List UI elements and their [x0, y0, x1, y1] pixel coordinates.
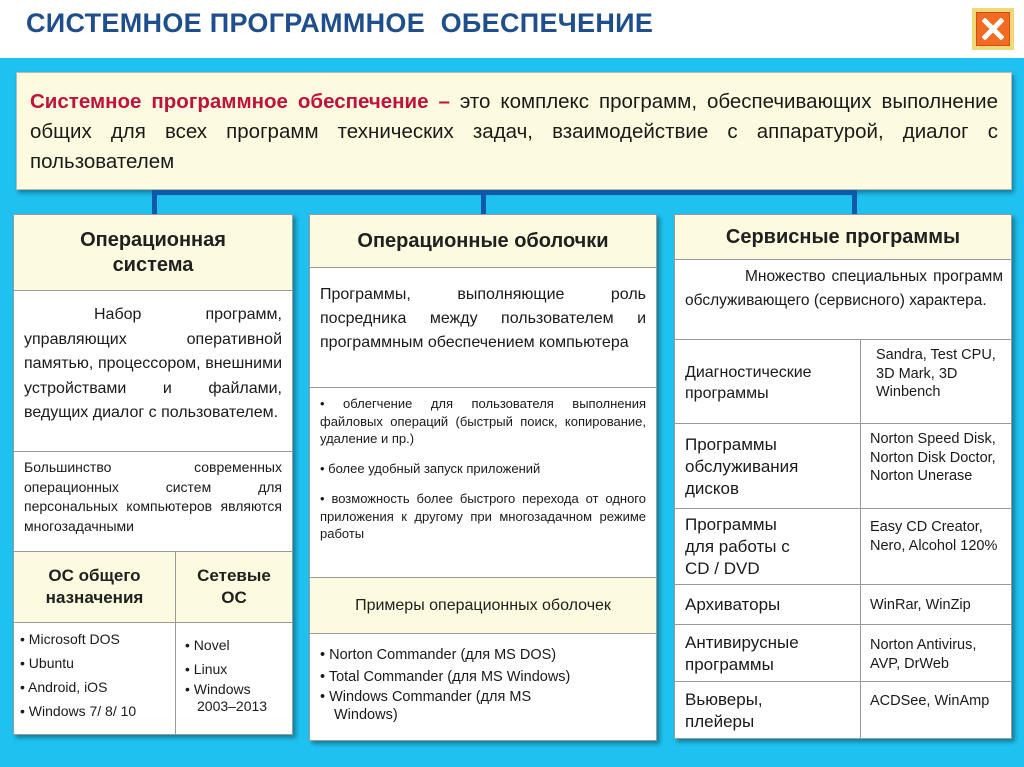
- network-os-list: [185, 633, 289, 715]
- service-row-viewers: Вьюверы, плейеры: [685, 690, 763, 731]
- close-icon: [976, 12, 1010, 46]
- connector-bar: [152, 190, 857, 195]
- shells-title: Операционные оболочки: [310, 215, 656, 267]
- list-item: • Ubuntu: [20, 655, 74, 671]
- service-row-disks: Программы обслуживания дисков: [685, 435, 799, 498]
- service-examples-cd-dvd: Easy CD Creator, Nero, Alcohol 120%: [870, 519, 998, 554]
- service-row-archivers: Архиваторы: [685, 595, 781, 614]
- os-description: Набор программ, управляющих оперативной памятью, процессором, внешними устройствами и файлами, ведущих диалог с пользователем.: [24, 306, 282, 421]
- services-description: Множество специальных программ обслуживающего (сервисного) характера.: [685, 268, 1003, 309]
- list-item: • Norton Commander (для MS DOS): [320, 647, 557, 663]
- definition-term: Системное программное обеспечение –: [30, 90, 450, 113]
- connector-os: [152, 190, 157, 214]
- list-item: • Novel: [185, 637, 230, 653]
- shells-examples-title: Примеры операционных оболочек: [310, 578, 656, 633]
- list-item: • Windows 7/ 8/ 10: [20, 703, 137, 719]
- os-title: Операционная система: [14, 215, 292, 290]
- shells-description: Программы, выполняющие роль посредника между пользователем и программным обеспечением компьютера: [320, 286, 646, 351]
- general-os-title: ОС общего назначения: [14, 552, 175, 622]
- list-item: • Android, iOS: [20, 679, 108, 695]
- list-item: • Windows 2003–2013: [185, 681, 268, 714]
- list-item: • Total Commander (для MS Windows): [320, 669, 571, 685]
- os-multitask-note: Большинство современных операционных систем для персональных компьютеров являются многозадачными: [24, 459, 282, 534]
- service-row-cd-dvd: Программы для работы с CD / DVD: [685, 515, 790, 578]
- service-examples-disks: Norton Speed Disk, Norton Disk Doctor, Norton Unerase: [870, 431, 996, 484]
- shells-examples: [320, 644, 650, 724]
- list-item: • Windows Commander (для MS Windows): [320, 689, 532, 723]
- service-row-diagnostic: Диагностические программы: [685, 364, 812, 402]
- page-title: СИСТЕМНОЕ ПРОГРАММНОЕ ОБЕСПЕЧЕНИЕ: [26, 8, 654, 38]
- list-item: • Linux: [185, 661, 228, 677]
- list-item: • более удобный запуск приложений: [320, 460, 541, 476]
- services-title: Сервисные программы: [675, 215, 1011, 259]
- service-row-antivirus: Антивирусные программы: [685, 633, 799, 674]
- definition-text: [30, 87, 998, 177]
- shells-features: [320, 395, 646, 543]
- list-item: • облегчение для пользователя выполнения файловых операций (быстрый поиск, копирование, удаление и пр.): [320, 396, 646, 446]
- list-item: • Microsoft DOS: [20, 631, 120, 647]
- connector-shells: [481, 190, 486, 214]
- service-examples-diagnostic: Sandra, Test CPU, 3D Mark, 3D Winbench: [876, 347, 996, 400]
- network-os-title: Сетевые ОС: [176, 552, 292, 622]
- general-os-list: [20, 627, 172, 723]
- service-examples-archivers: WinRar, WinZip: [870, 597, 971, 613]
- service-examples-antivirus: Norton Antivirus, AVP, DrWeb: [870, 637, 977, 672]
- close-button[interactable]: [972, 8, 1014, 50]
- definition-body: это комплекс программ, обеспечивающих выполнение общих для всех программ технических задач, взаимодействие с аппаратурой, диалог с пользователем: [30, 90, 998, 173]
- list-item: • возможность более быстрого перехода от одного приложения к другому при многозадачном режиме работы: [320, 491, 646, 541]
- connector-services: [852, 190, 857, 214]
- service-examples-viewers: ACDSee, WinAmp: [870, 693, 990, 709]
